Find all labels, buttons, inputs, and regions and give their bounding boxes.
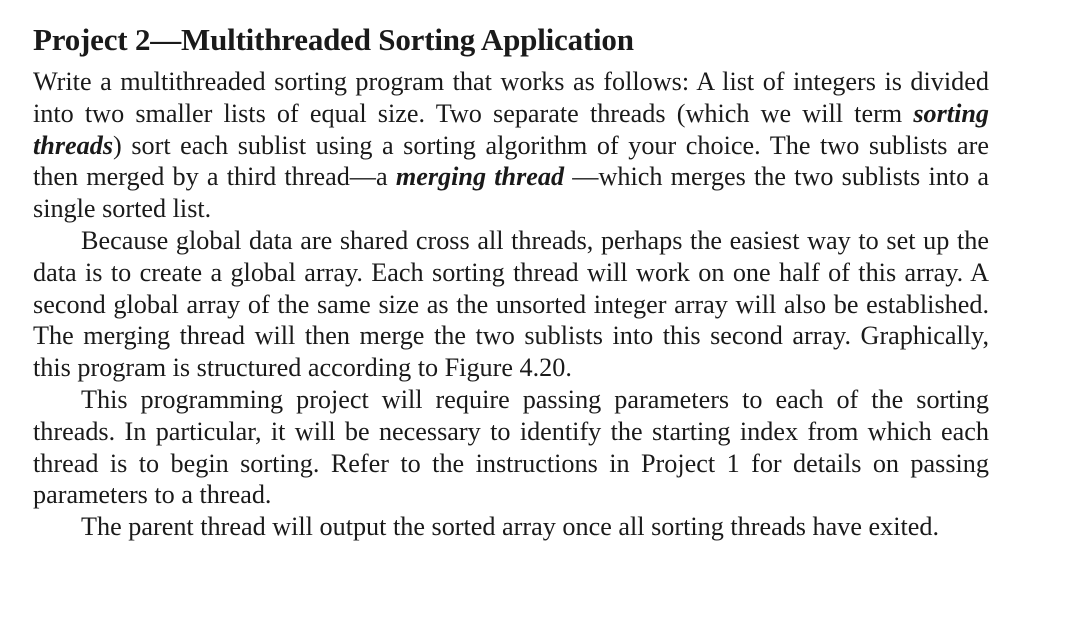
paragraph-1-part-b: ) sort each sublist using a sorting algorithm of your choice. The two sublists are then merged by a third thread—a (33, 130, 989, 192)
paragraph-1-part-c: —which merges the two sublists into a single sorted list. (33, 162, 989, 224)
paragraph-4: The parent thread will output the sorted array once all sorting threads have exited. (81, 512, 940, 542)
paragraph-3: This programming project will require passing parameters to each of the sorting threads. In particular, it will be necessary to identify the starting index from which each thread is to begin sorting. Refer to the instructions in Project 1 for details on passing parameters to a thread. (33, 384, 989, 510)
paragraph-1 (33, 66, 989, 225)
term-merging-thread: merging thread (395, 162, 565, 192)
term-sorting-threads: sorting threads (33, 98, 989, 160)
section-title: Project 2—Multithreaded Sorting Application (33, 22, 634, 57)
paragraph-1-part-a: Write a multithreaded sorting program that works as follows: A list of integers is divided into two smaller lists of equal size. Two separate threads (which we will term (33, 67, 989, 128)
document-page (33, 20, 989, 543)
paragraph-2: Because global data are shared cross all threads, perhaps the easiest way to set up the data is to create a global array. Each sorting thread will work on one half of this array. A second global array of the same size as the unsorted integer array will also be established. The merging thread will then merge the two sublists into this second array. Graphically, this program is structured according to Figure 4.20. (33, 225, 989, 383)
